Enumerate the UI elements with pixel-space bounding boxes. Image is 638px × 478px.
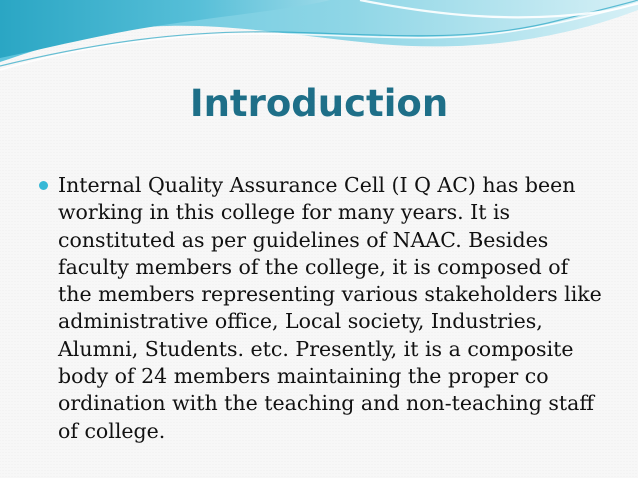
wave-header-decoration — [0, 0, 638, 90]
bullet-item — [36, 172, 606, 445]
bullet-dot-icon — [39, 181, 48, 190]
bullet-text: Internal Quality Assurance Cell (I Q AC) has been working in this college for many years. It is constituted as per guidelines of NAAC. Besides faculty members of the college, it is composed of the members representing various stakeholders like administrative office, Local society, Industries, Alumni, Students. etc. Presently, it is a composite body of 24 members maintaining the proper co ordination with the teaching and non-teaching staff of college. — [58, 173, 602, 443]
bullet-list — [36, 172, 606, 445]
slide-title: Introduction — [189, 82, 449, 125]
